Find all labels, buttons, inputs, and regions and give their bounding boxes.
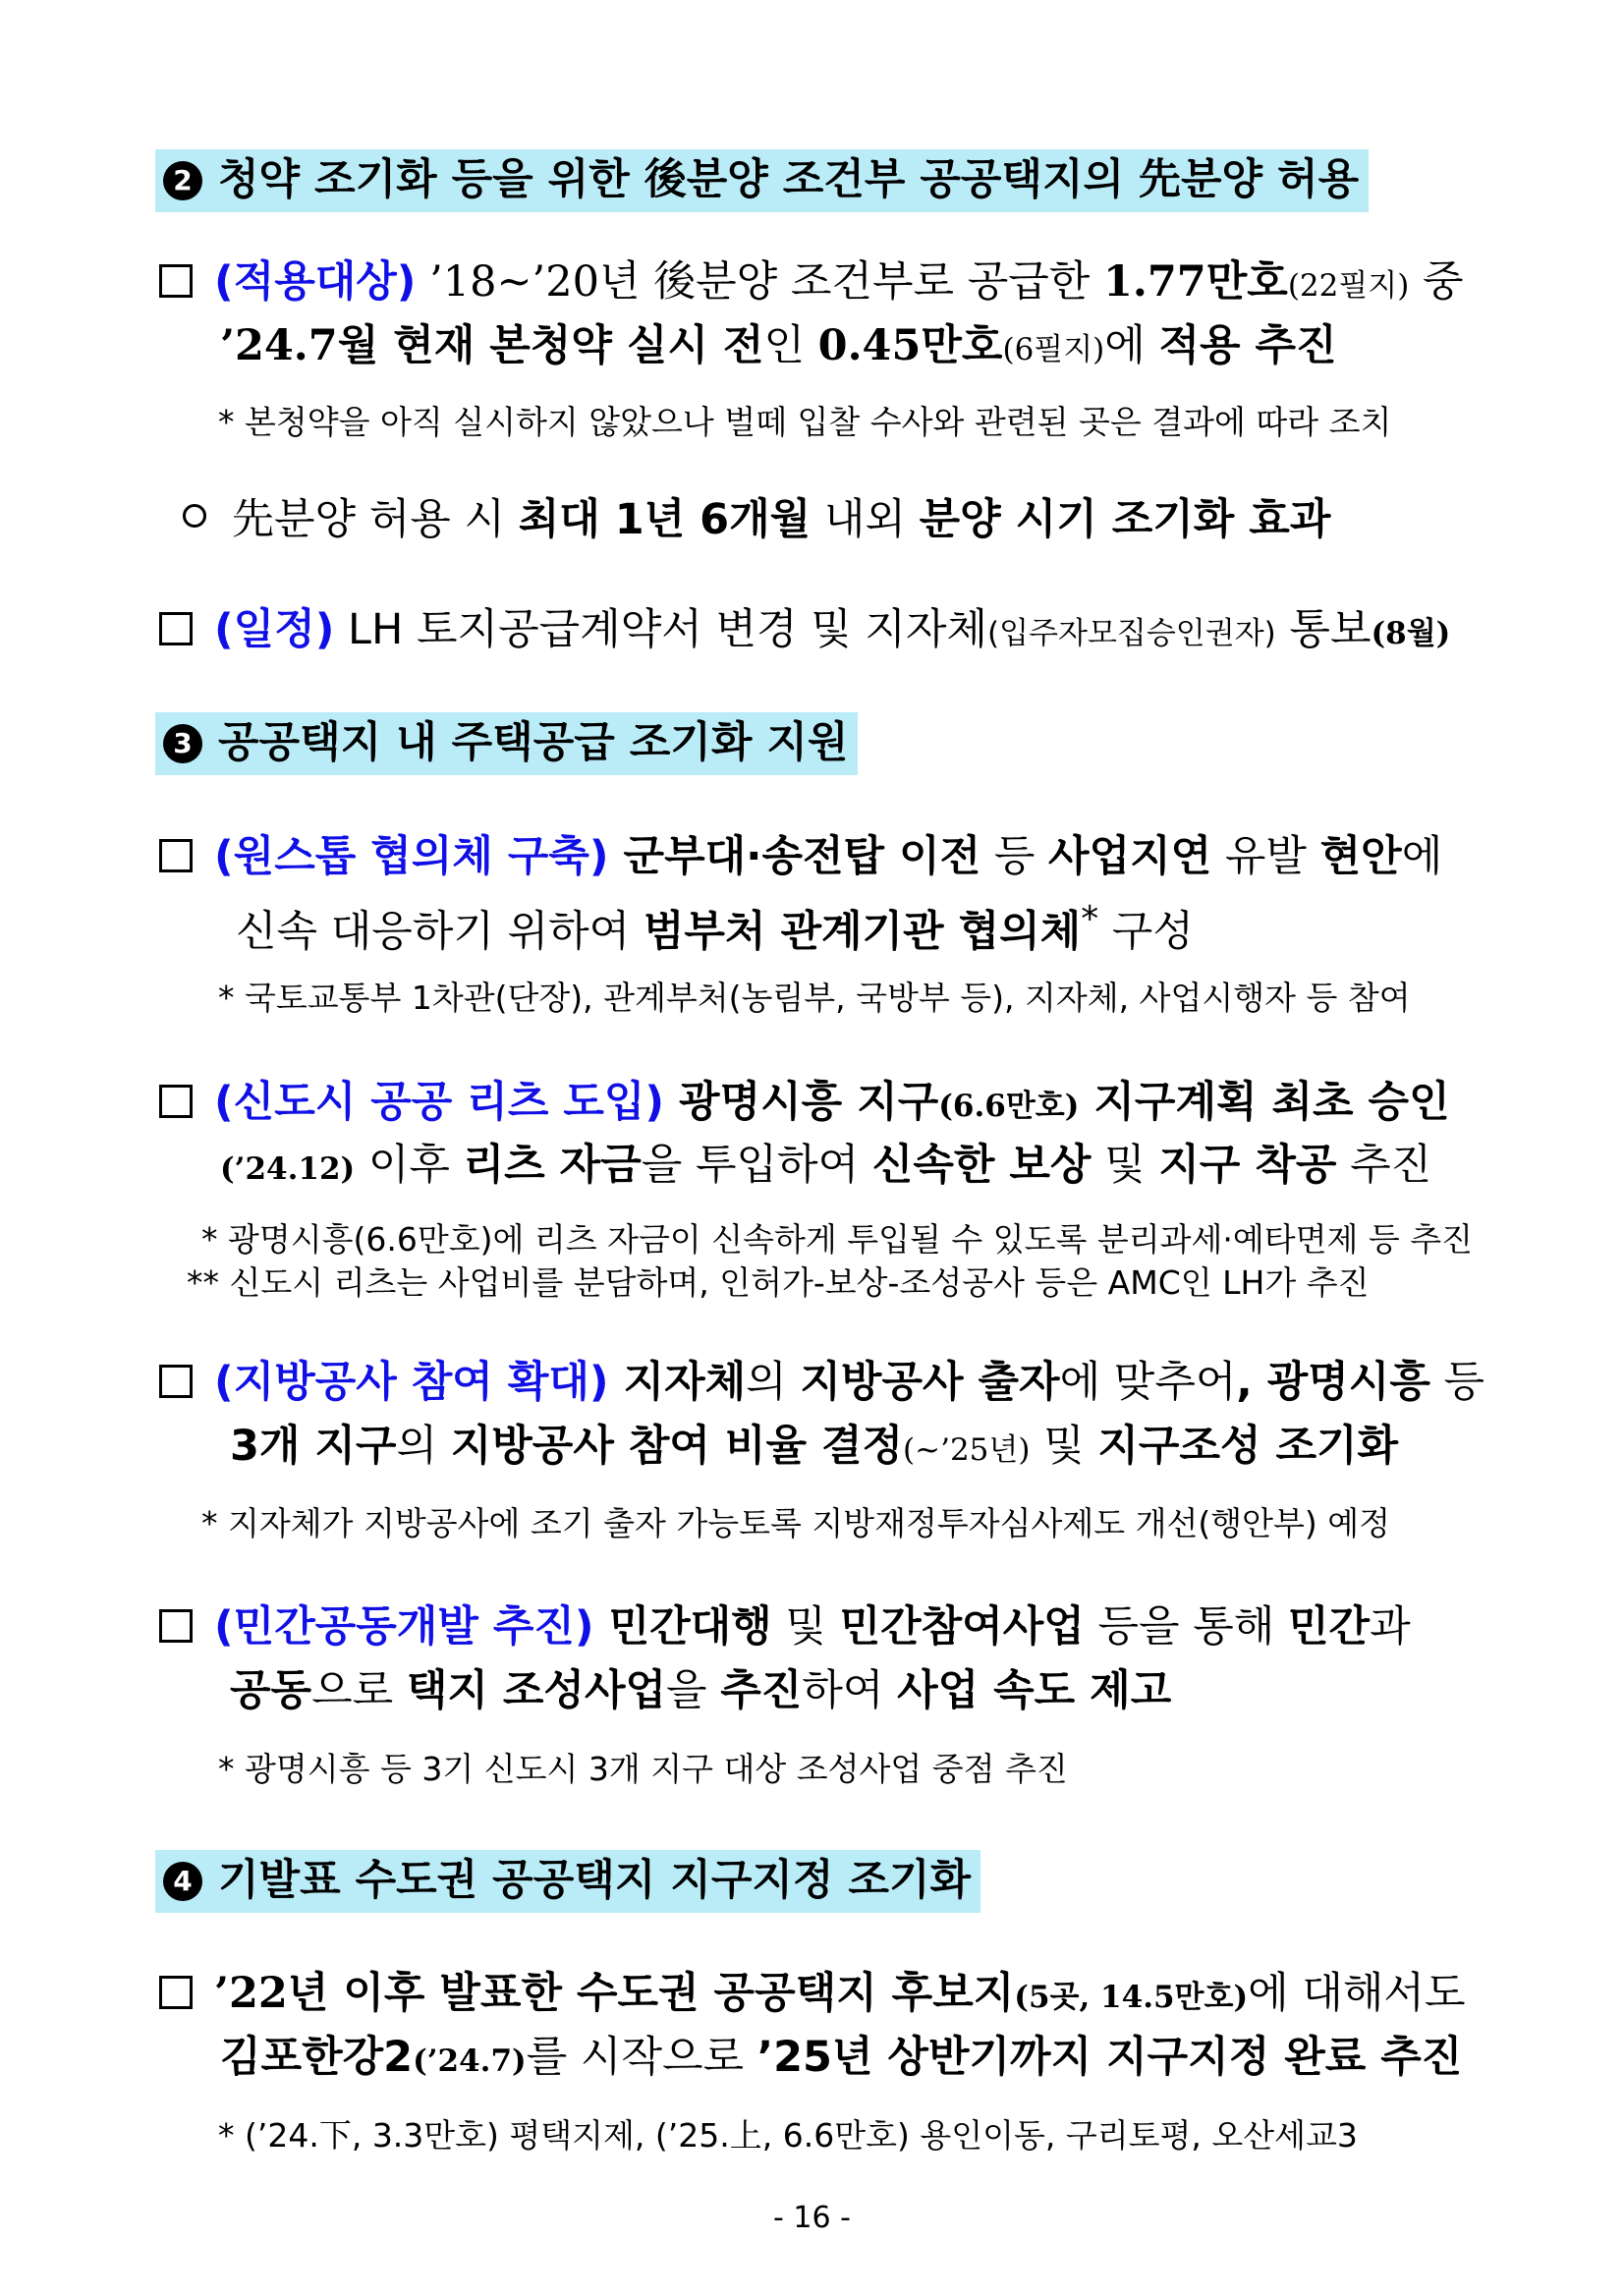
item-text: 등 — [980, 832, 1049, 881]
section-number: 2 — [163, 161, 202, 200]
item-text: ’24.7월 현재 — [220, 321, 490, 370]
item-text-bold: 지구계획 최초 승인 — [1079, 1078, 1450, 1127]
item-text: 및 — [771, 1602, 840, 1652]
bullet-item-district-line2 — [220, 2029, 1462, 2090]
item-text-bold: 지자체 — [608, 1358, 747, 1407]
item-text-bold: 군부대·송전탑 이전 — [608, 832, 981, 881]
section-title: 청약 조기화 등을 위한 後분양 조건부 공공택지의 先분양 허용 — [218, 155, 1360, 204]
footnote-marker: * — [1081, 899, 1099, 939]
section-number: 3 — [163, 724, 202, 763]
item-text-bold: 리츠 자금 — [463, 1141, 642, 1190]
item-text-bold: 택지 조성사업 — [406, 1666, 667, 1715]
item-text-bold: 1.77만호 — [1103, 257, 1288, 307]
item-text-small: (~’25년) — [903, 1432, 1031, 1468]
bullet-item-onestop-line2 — [236, 891, 1194, 960]
item-text-bold: 지방공사 참여 비율 결정 — [450, 1422, 904, 1471]
bullet-item-district — [159, 1965, 1465, 2026]
item-tag: (원스톱 협의체 구축) — [214, 832, 609, 881]
item-text: 하여 — [802, 1666, 898, 1715]
item-text: ’18~’20년 後분양 조건부로 공급한 — [429, 257, 1103, 307]
item-text-bold: 민간참여사업 — [839, 1602, 1085, 1652]
item-text: 이후 — [355, 1141, 464, 1190]
item-text-bold: 사업 속도 제고 — [897, 1666, 1172, 1715]
item-text-bold: 신속한 보상 — [871, 1141, 1092, 1190]
item-text: 및 — [1030, 1422, 1098, 1471]
item-text: 의 — [396, 1422, 451, 1471]
bullet-item-local-corp — [159, 1354, 1484, 1411]
item-text-small: (입주자모집승인권자) — [987, 616, 1276, 651]
page-number: - 16 - — [773, 2201, 851, 2235]
item-text: 과 — [1370, 1602, 1411, 1652]
checkbox-bullet-icon — [159, 1976, 193, 2009]
item-text: 유발 — [1211, 832, 1320, 881]
item-text: 및 — [1091, 1141, 1159, 1190]
checkbox-bullet-icon — [159, 612, 193, 645]
footnote: * 광명시흥(6.6만호)에 리츠 자금이 신속하게 투입될 수 있도록 분리과세·예타면제 등 추진 — [201, 1220, 1473, 1259]
item-text: 에 대해서도 — [1248, 1969, 1466, 2018]
item-text-bold: 민간대행 — [593, 1602, 772, 1652]
item-text-bold: 지구조성 조기화 — [1097, 1422, 1399, 1471]
checkbox-bullet-icon — [159, 1365, 193, 1398]
item-text-bold: 추진 — [720, 1666, 803, 1715]
item-text-bold: 사업지연 — [1048, 832, 1212, 881]
item-text: 통보 — [1275, 605, 1372, 654]
bullet-item-private-dev — [159, 1598, 1411, 1655]
item-text: 등 — [1429, 1358, 1485, 1407]
item-text-small: (6필지) — [1002, 332, 1105, 367]
item-text: 에 — [1104, 321, 1159, 370]
item-text-bold: 3개 지구 — [230, 1422, 397, 1471]
section-title: 기발표 수도권 공공택지 지구지정 조기화 — [218, 1856, 972, 1905]
section-heading-4 — [155, 1850, 980, 1913]
item-text-bold: 0.45만호 — [817, 321, 1003, 370]
section-heading-2 — [155, 149, 1369, 212]
item-text-small: (8월) — [1371, 616, 1451, 651]
item-text-bold: 민간 — [1288, 1602, 1371, 1652]
item-text-small: (’24.12) — [220, 1151, 356, 1187]
item-text-bold: 적용 추진 — [1158, 321, 1337, 370]
bullet-item-target-line2 — [220, 317, 1337, 378]
checkbox-bullet-icon — [159, 264, 193, 298]
item-text-small: (’24.7) — [413, 2044, 527, 2079]
item-text-bold: 현안 — [1319, 832, 1402, 881]
item-text: 중 — [1409, 257, 1464, 307]
item-text-bold: 공동 — [230, 1666, 312, 1715]
footnote: * (’24.下, 3.3만호) 평택지제, (’25.上, 6.6만호) 용인이동, 구리토평, 오산세교3 — [218, 2116, 1358, 2155]
bullet-item-private-dev-line2 — [230, 1662, 1171, 1719]
bullet-item-target — [159, 253, 1464, 314]
section-number: 4 — [163, 1862, 202, 1901]
item-text: 에 — [1401, 832, 1443, 881]
checkbox-bullet-icon — [159, 1085, 193, 1118]
bullet-item-reits — [159, 1074, 1450, 1135]
item-text: LH 토지공급계약서 변경 및 지자체 — [334, 605, 988, 654]
item-text-bold: 광명시흥 지구 — [664, 1078, 939, 1127]
section-title: 공공택지 내 주택공급 조기화 지원 — [218, 718, 849, 767]
checkbox-bullet-icon — [159, 839, 193, 872]
section-heading-3 — [155, 712, 858, 775]
circle-bullet-icon — [183, 504, 206, 528]
footnote: * 국토교통부 1차관(단장), 관계부처(농림부, 국방부 등), 지자체, 사업시행자 등 참여 — [218, 979, 1411, 1017]
footnote: * 본청약을 아직 실시하지 않았으나 벌떼 입찰 수사와 관련된 곳은 결과에 따라 조치 — [218, 403, 1392, 441]
item-tag: (일정) — [214, 605, 335, 654]
footnote: ** 신도시 리츠는 사업비를 분담하며, 인허가-보상-조성공사 등은 AMC인 LH가 추진 — [187, 1263, 1370, 1302]
bullet-item-schedule — [159, 601, 1450, 662]
item-tag: (적용대상) — [214, 257, 417, 307]
item-text: 의 — [746, 1358, 801, 1407]
item-text-small: (6.6만호) — [938, 1089, 1080, 1124]
item-text: 先분양 허용 시 — [232, 495, 519, 544]
item-text: 내외 — [811, 495, 920, 544]
item-text-small: (5곳, 14.5만호) — [1014, 1980, 1249, 2015]
item-text-bold: 분양 시기 조기화 효과 — [919, 495, 1331, 544]
item-text: 추진 — [1336, 1141, 1432, 1190]
item-text-bold: 수도권 공공택지 후보지 — [576, 1969, 1015, 2018]
item-text-bold: ’25년 상반기까지 지구지정 완료 추진 — [756, 2033, 1463, 2082]
item-text: ’22년 이후 발표한 — [214, 1969, 577, 2018]
sub-bullet-item — [183, 491, 1330, 548]
checkbox-bullet-icon — [159, 1609, 193, 1643]
item-text: 신속 대응하기 위하여 — [236, 907, 644, 957]
item-text: 인 — [763, 321, 818, 370]
item-text-small: (22필지) — [1287, 268, 1410, 304]
item-text: 으로 — [311, 1666, 407, 1715]
item-text: 을 투입하여 — [641, 1141, 872, 1190]
item-text: 등을 통해 — [1084, 1602, 1288, 1652]
item-tag: (신도시 공공 리츠 도입) — [214, 1078, 665, 1127]
bullet-item-local-corp-line2 — [230, 1418, 1398, 1479]
item-text-bold: 지방공사 출자 — [800, 1358, 1060, 1407]
item-text-bold: 본청약 실시 전 — [489, 321, 764, 370]
item-text-bold: 김포한강2 — [220, 2033, 414, 2082]
bullet-item-reits-line2 — [220, 1137, 1431, 1198]
item-text-bold: , 광명시흥 — [1236, 1358, 1430, 1407]
item-text: 를 시작으로 — [526, 2033, 757, 2082]
footnote: * 지자체가 지방공사에 조기 출자 가능토록 지방재정투자심사제도 개선(행안부) 예정 — [201, 1504, 1391, 1542]
item-tag: (지방공사 참여 확대) — [214, 1358, 609, 1407]
item-text-bold: 범부처 관계기관 협의체 — [643, 907, 1082, 957]
bullet-item-onestop — [159, 828, 1442, 885]
item-text-bold: 최대 1년 6개월 — [518, 495, 812, 544]
footnote: * 광명시흥 등 3기 신도시 3개 지구 대상 조성사업 중점 추진 — [218, 1750, 1068, 1788]
item-text: 에 맞추어 — [1059, 1358, 1237, 1407]
item-text-bold: 지구 착공 — [1158, 1141, 1337, 1190]
item-tag: (민간공동개발 추진) — [214, 1602, 594, 1652]
item-text: 구성 — [1098, 907, 1194, 957]
item-text: 을 — [666, 1666, 721, 1715]
